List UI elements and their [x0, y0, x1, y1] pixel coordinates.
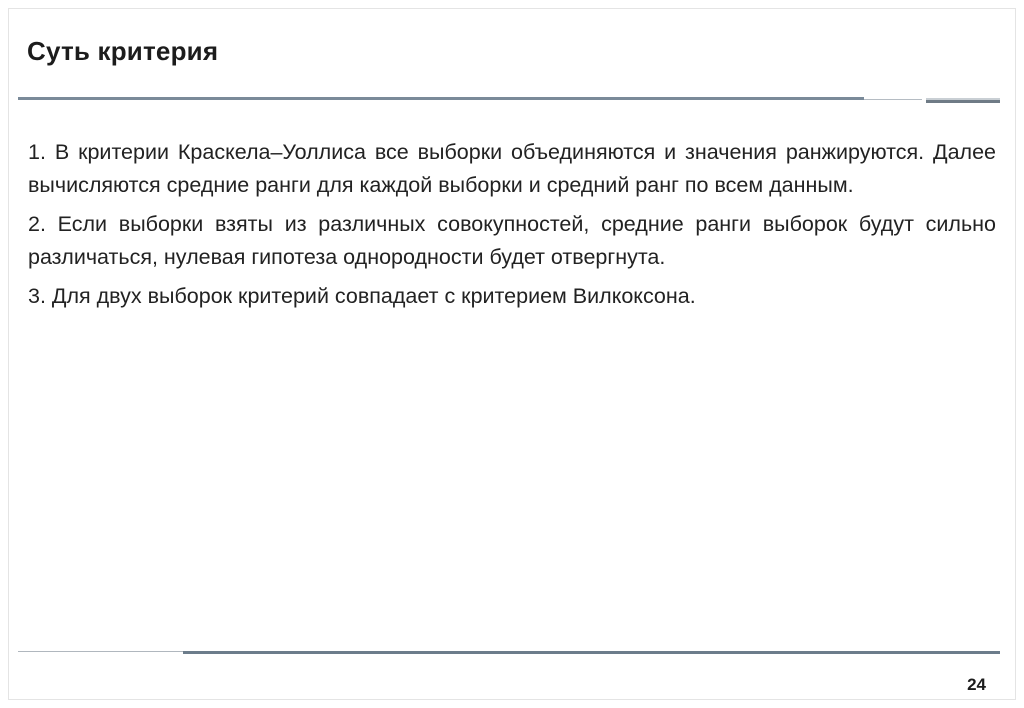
paragraph-3: 3. Для двух выборок критерий совпадает с критерием Вилкоксона. — [28, 284, 696, 308]
page-number: 24 — [967, 675, 986, 694]
title-divider-end — [926, 100, 1000, 103]
title-divider-thin — [864, 99, 922, 100]
footer-divider-thin — [18, 651, 183, 652]
title-divider — [18, 97, 864, 100]
paragraph-1: 1. В критерии Краскела–Уоллиса все выборки объединяются и значения ранжируются. Далее вычисляются средние ранги для каждой выборки и средний ранг по всем данным. — [28, 140, 996, 197]
slide-frame — [8, 8, 1016, 700]
slide-title: Суть критерия — [27, 36, 219, 66]
slide-body — [28, 136, 996, 319]
footer-divider — [183, 651, 1000, 654]
paragraph-2: 2. Если выборки взяты из различных совокупностей, средние ранги выборок будут сильно различаться, нулевая гипотеза однородности будет отвергнута. — [28, 212, 996, 269]
